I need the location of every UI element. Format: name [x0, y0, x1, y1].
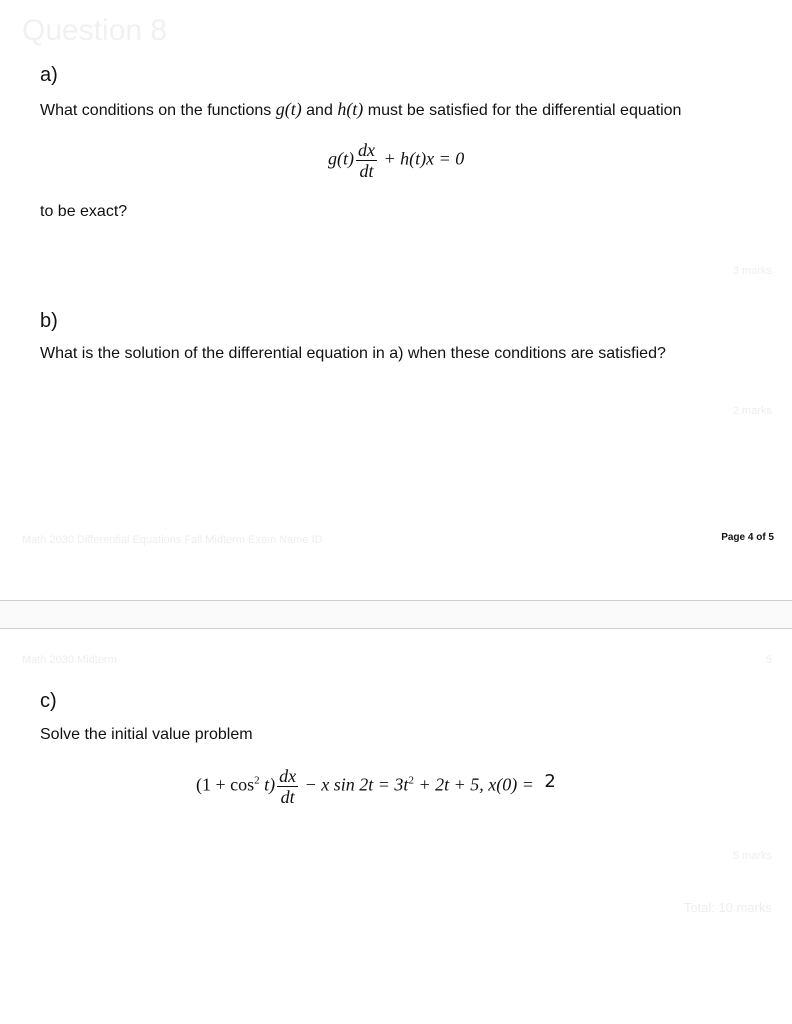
derivative-fraction-c [277, 766, 298, 807]
page-footer-faint: Math 2030 Differential Equations Fall Midterm Exam Name ID [22, 534, 323, 546]
question-suffix: must be satisfied for the differential equation [367, 102, 682, 119]
part-c-marks: 5 marks [732, 850, 772, 862]
part-a-question [40, 99, 681, 120]
page-divider-bottom [0, 628, 792, 629]
derivative-fraction [356, 140, 377, 181]
total-marks: Total: 10 marks [683, 900, 772, 915]
page-header-faint: Math 2030 Midterm [22, 654, 117, 666]
equation-c [196, 766, 556, 807]
part-b-label: b) [40, 310, 58, 332]
equation-a-rest: + h(t)x = 0 [383, 148, 465, 169]
page-number: Page 4 of 5 [721, 532, 774, 543]
fraction-numerator: dx [358, 140, 375, 160]
part-c-question: Solve the initial value problem [40, 726, 253, 743]
equation-c-lhs-exponent: 2 [254, 774, 260, 787]
h-function: h(t) [337, 99, 364, 119]
equation-c-mid-exponent: 2 [408, 774, 414, 787]
equation-c-lhs-close: t) [259, 774, 276, 795]
question-title: Question 8 [22, 14, 168, 47]
and-word: and [306, 102, 333, 119]
equation-c-lhs-open: (1 + cos [196, 774, 255, 795]
equation-a-g: g(t) [328, 148, 354, 169]
page-gap [0, 601, 792, 628]
fraction-numerator-c: dx [279, 766, 297, 786]
part-a-marks: 3 marks [732, 265, 772, 277]
page-header-faint-right: 5 [765, 654, 772, 666]
fraction-denominator: dt [359, 161, 374, 181]
handwritten-initial-value: 2 [544, 770, 556, 792]
g-function: g(t) [275, 99, 302, 119]
equation-a [328, 140, 464, 181]
part-b-question: What is the solution of the differential equation in a) when these conditions are satisfied? [40, 345, 666, 362]
question-prefix: What conditions on the functions [40, 102, 272, 119]
part-b-marks: 2 marks [732, 405, 772, 417]
equation-c-rest: + 2t + 5, x(0) = [413, 774, 539, 795]
fraction-denominator-c: dt [280, 787, 295, 807]
part-a-label: a) [40, 64, 58, 86]
part-c-label: c) [40, 690, 57, 712]
equation-c-mid: − x sin 2t = 3t [304, 774, 409, 795]
part-a-after-text: to be exact? [40, 203, 128, 220]
